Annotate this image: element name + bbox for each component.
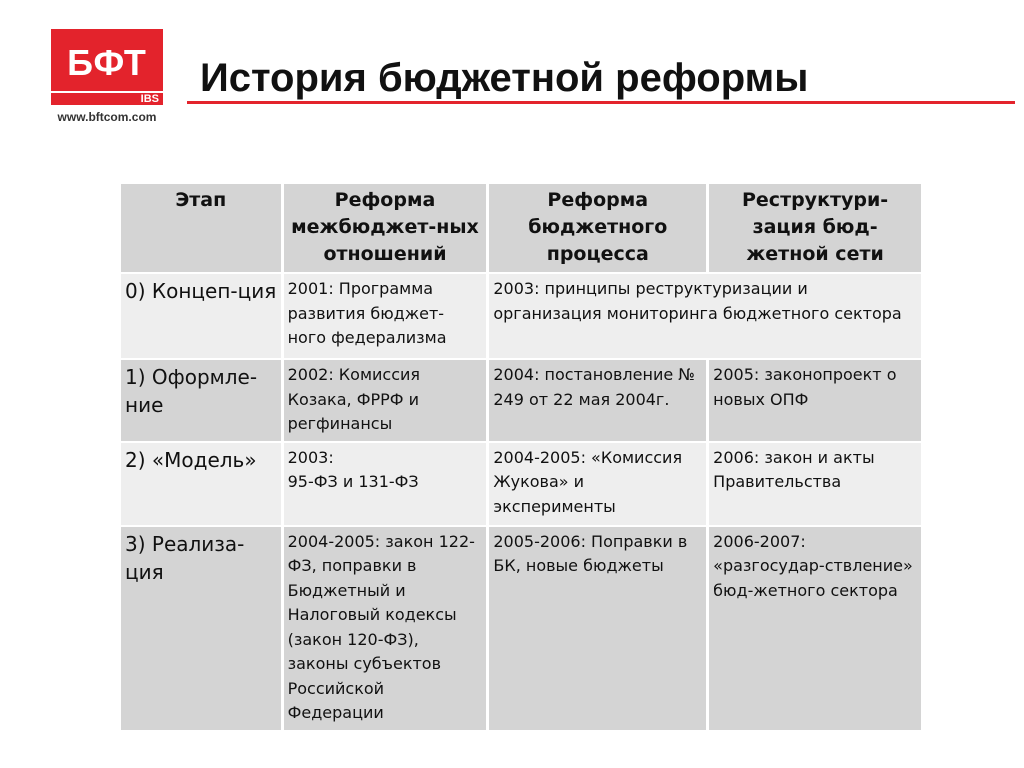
table-cell: 2003: принципы реструктуризации и организация мониторинга бюджетного сектора — [489, 274, 921, 358]
table-row — [121, 443, 921, 525]
cell-line: 2003: — [287, 447, 334, 467]
table-header-row — [121, 184, 921, 272]
table-cell: 2002: Комиссия Козака, ФРРФ и регфинансы — [284, 360, 487, 441]
header-budget-process: Реформа бюджетного процесса — [489, 184, 706, 272]
table-cell: 2001: Программа развития бюджет-ного федерализма — [284, 274, 487, 358]
header-restructuring: Реструктури-зация бюд-жетной сети — [709, 184, 921, 272]
logo-brand: БФТ — [67, 42, 147, 83]
table-cell: 2004-2005: «Комиссия Жукова» и эксперименты — [489, 443, 706, 525]
table-cell: 2004: постановление № 249 от 22 мая 2004г. — [489, 360, 706, 441]
page-title: История бюджетной реформы — [200, 56, 809, 100]
header-interbudget: Реформа межбюджет-ных отношений — [284, 184, 487, 272]
row-stage: 0) Концеп-ция — [121, 274, 281, 358]
row-stage: 1) Оформле-ние — [121, 360, 281, 441]
table-cell: 2004-2005: закон 122-ФЗ, поправки в Бюджетный и Налоговый кодексы (закон 120-ФЗ), законы субъектов Российской Федерации — [284, 527, 487, 730]
title-divider — [187, 101, 1015, 104]
table-cell: 2005-2006: Поправки в БК, новые бюджеты — [489, 527, 706, 730]
row-stage: 2) «Модель» — [121, 443, 281, 525]
table-cell: 2006: закон и акты Правительства — [709, 443, 921, 525]
bft-logo — [51, 29, 163, 105]
table-row — [121, 274, 921, 358]
cell-line: 95-ФЗ и 131-ФЗ — [287, 472, 419, 491]
table-cell — [284, 443, 487, 525]
logo-url: www.bftcom.com — [57, 110, 157, 124]
reform-table — [118, 182, 924, 732]
table-row — [121, 360, 921, 441]
row-stage: 3) Реализа-ция — [121, 527, 281, 730]
logo-sub: IBS — [140, 93, 159, 105]
table-row — [121, 527, 921, 730]
table-cell: 2006-2007: «разгосудар-ствление» бюд-жетного сектора — [709, 527, 921, 730]
header-stage: Этап — [121, 184, 281, 272]
table-cell: 2005: законопроект о новых ОПФ — [709, 360, 921, 441]
